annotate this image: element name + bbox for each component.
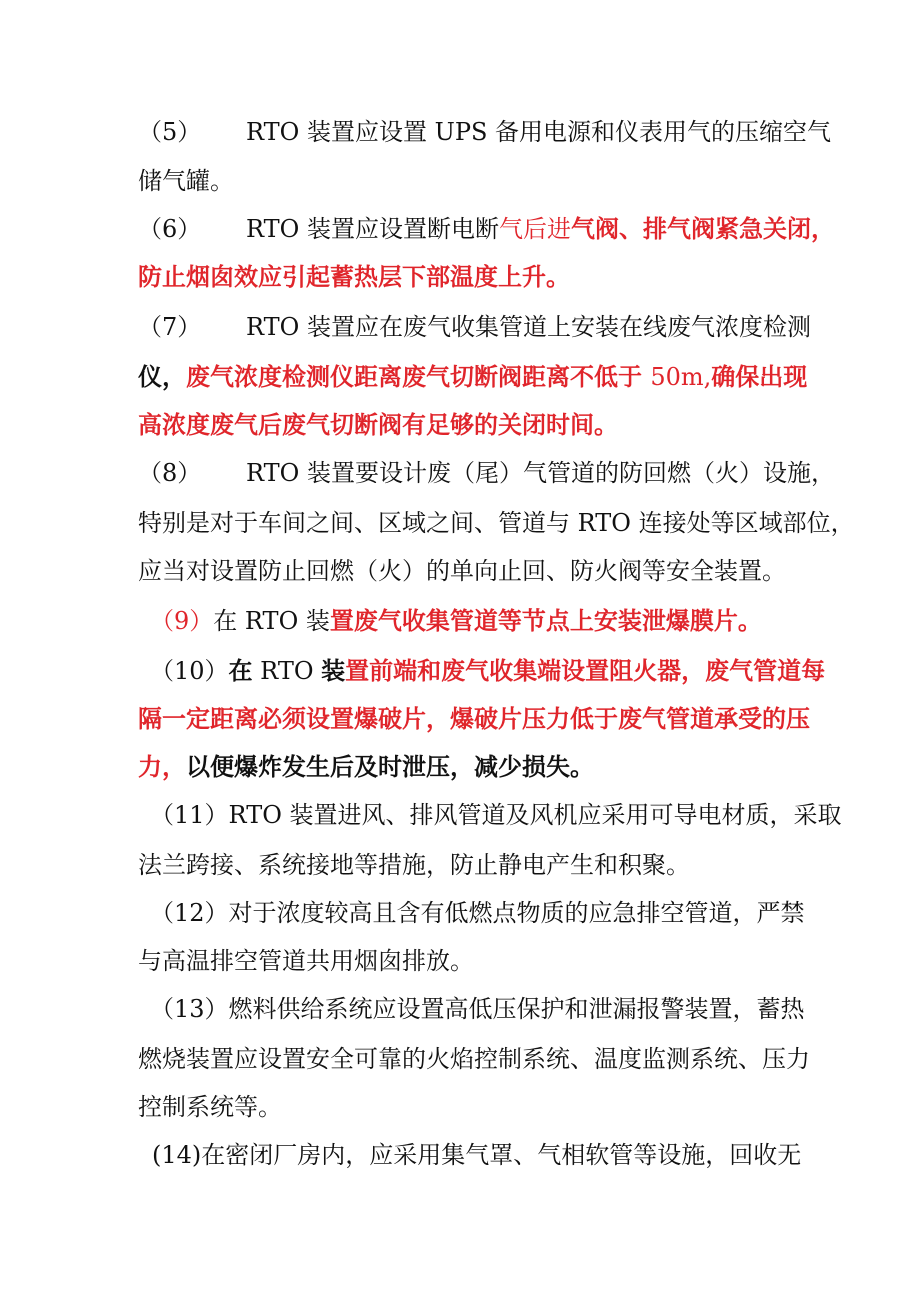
item-14-line-1: (14)在密闭厂房内，应采用集气罩、气相软管等设施，回收无: [152, 1141, 802, 1169]
item-13-number: （13）: [150, 995, 229, 1023]
item-6-number: （6）: [138, 215, 202, 243]
item-10-line-1: （10）在 RTO 装置前端和废气收集端设置阻火器，废气管道每: [150, 656, 826, 685]
item-12-number: （12）: [150, 899, 229, 927]
item-7-number: （7）: [138, 313, 202, 341]
item-9-number: （9）: [150, 607, 214, 635]
item-11-number: （11）: [150, 801, 229, 829]
item-7-line-3: 高浓度废气后废气切断阀有足够的关闭时间。: [138, 410, 618, 439]
item-11-line-1: （11）RTO 装置进风、排风管道及风机应采用可导电材质，采取: [150, 801, 842, 829]
item-10-line-3: 力，以便爆炸发生后及时泄压，减少损失。: [138, 752, 594, 781]
item-5-line-2: 储气罐。: [138, 167, 234, 195]
item-5-line-1: （5） RTO 装置应设置 UPS 备用电源和仪表用气的压缩空气: [138, 118, 832, 146]
item-8-line-2: 特别是对于车间之间、区域之间、管道与 RTO 连接处等区域部位，: [138, 509, 855, 537]
item-7-line-2: 仪，废气浓度检测仪距离废气切断阀距离不低于 50m,确保出现: [138, 362, 808, 391]
item-13-line-1: （13）燃料供给系统应设置高低压保护和泄漏报警装置，蓄热: [150, 995, 805, 1023]
item-10-number: （10）: [150, 657, 229, 685]
item-8-number: （8）: [138, 459, 202, 487]
item-10-line-2: 隔一定距离必须设置爆破片，爆破片压力低于废气管道承受的压: [138, 704, 810, 733]
item-9-line-1: （9）在 RTO 装置废气收集管道等节点上安装泄爆膜片。: [150, 606, 762, 635]
item-12-line-1: （12）对于浓度较高且含有低燃点物质的应急排空管道，严禁: [150, 899, 805, 927]
item-6-line-1: （6） RTO 装置应设置断电断气后进气阀、排气阀紧急关闭，: [138, 214, 835, 243]
item-12-line-2: 与高温排空管道共用烟囱排放。: [138, 947, 474, 975]
item-13-line-2: 燃烧装置应设置安全可靠的火焰控制系统、温度监测系统、压力: [138, 1045, 810, 1073]
item-7-line-1: （7） RTO 装置应在废气收集管道上安装在线废气浓度检测: [138, 313, 811, 341]
item-14-number: (14): [152, 1141, 202, 1169]
item-5-number: （5）: [138, 118, 202, 146]
item-8-line-3: 应当对设置防止回燃（火）的单向止回、防火阀等安全装置。: [138, 557, 786, 585]
item-13-line-3: 控制系统等。: [138, 1093, 282, 1121]
item-11-line-2: 法兰跨接、系统接地等措施，防止静电产生和积聚。: [138, 851, 690, 879]
item-8-line-1: （8） RTO 装置要设计废（尾）气管道的防回燃（火）设施，: [138, 459, 835, 487]
item-6-line-2: 防止烟囱效应引起蓄热层下部温度上升。: [138, 262, 570, 291]
